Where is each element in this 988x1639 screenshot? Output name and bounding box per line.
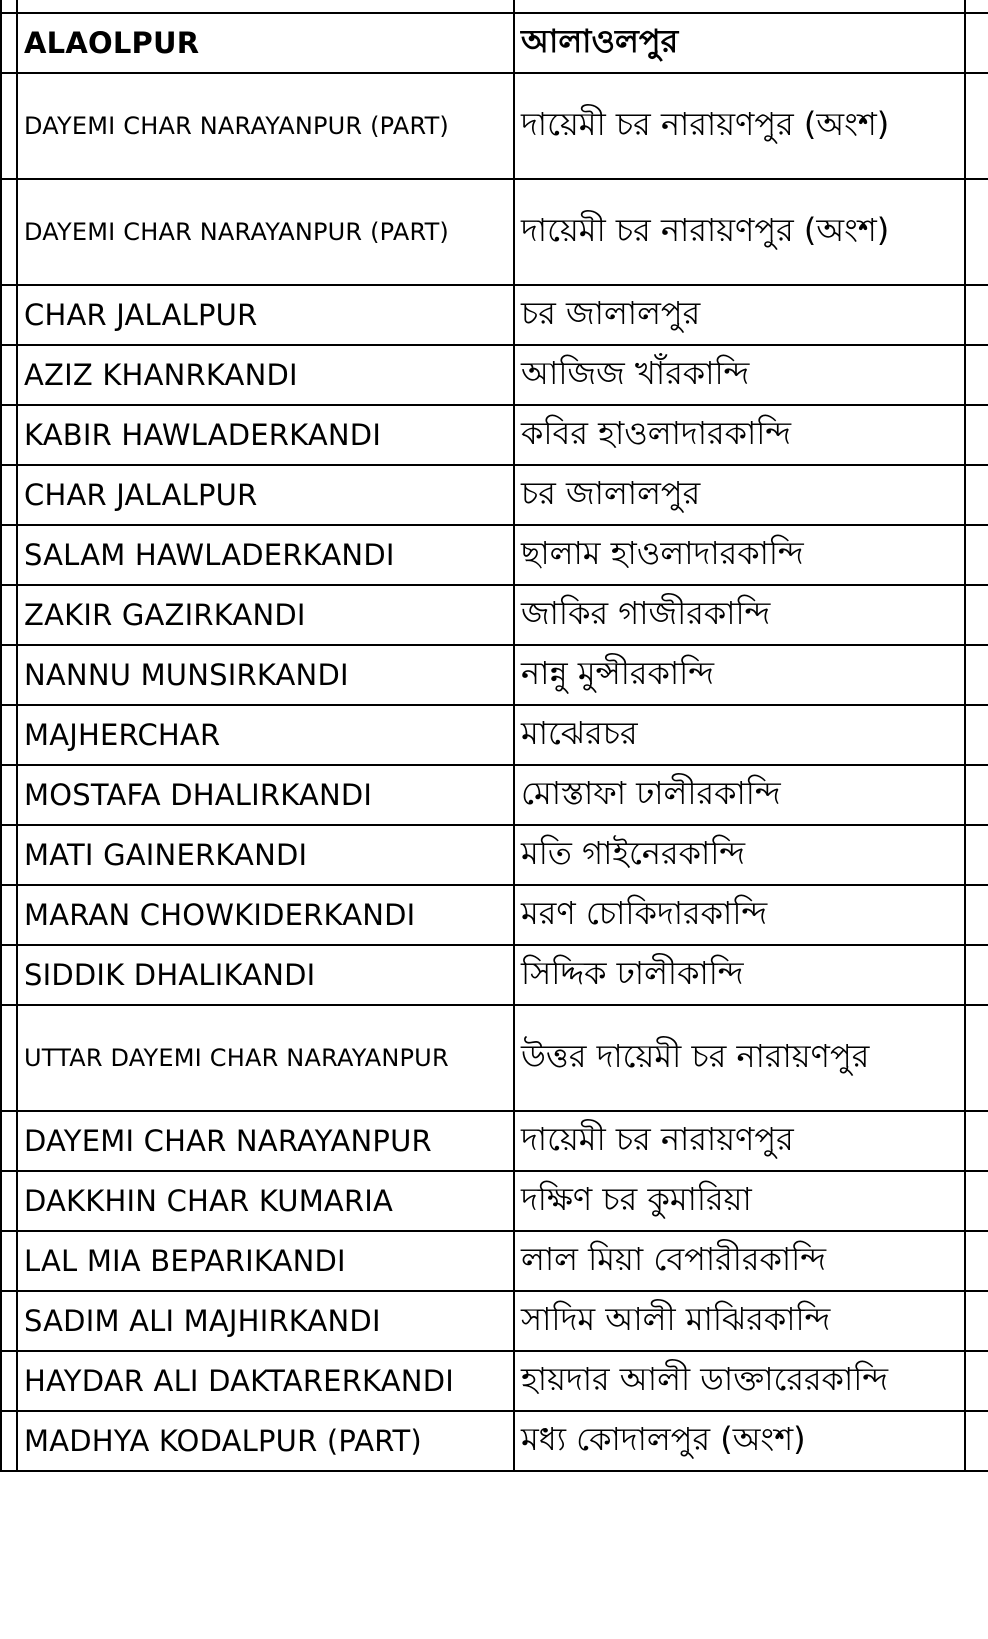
english-name-cell: HAYDAR ALI DAKTARERKANDI — [17, 1351, 514, 1411]
table-row — [1, 1411, 988, 1471]
table-row — [1, 525, 988, 585]
bengali-name-cell: আজিজ খাঁরকান্দি — [514, 345, 965, 405]
table-row — [1, 345, 988, 405]
table-row — [1, 705, 988, 765]
english-name-cell: MARAN CHOWKIDERKANDI — [17, 885, 514, 945]
table-row — [1, 945, 988, 1005]
english-name-cell: KABIR HAWLADERKANDI — [17, 405, 514, 465]
bengali-name-cell: হায়দার আলী ডাক্তারেরকান্দি — [514, 1351, 965, 1411]
table-row — [1, 885, 988, 945]
header-english-name: ALAOLPUR — [17, 13, 514, 73]
table-row — [1, 585, 988, 645]
english-name-cell: AZIZ KHANRKANDI — [17, 345, 514, 405]
english-name-cell: CHAR JALALPUR — [17, 285, 514, 345]
table-row — [1, 179, 988, 285]
table-row — [1, 405, 988, 465]
table-row — [1, 765, 988, 825]
table-row — [1, 645, 988, 705]
bengali-name-cell: দায়েমী চর নারায়ণপুর (অংশ) — [514, 179, 965, 285]
english-name-cell: MADHYA KODALPUR (PART) — [17, 1411, 514, 1471]
english-name-cell: MAJHERCHAR — [17, 705, 514, 765]
english-name-cell: UTTAR DAYEMI CHAR NARAYANPUR — [17, 1005, 514, 1111]
bengali-name-cell: মোস্তাফা ঢালীরকান্দি — [514, 765, 965, 825]
table-row — [1, 465, 988, 525]
table-header-row — [1, 13, 988, 73]
table-row — [1, 825, 988, 885]
english-name-cell: MOSTAFA DHALIRKANDI — [17, 765, 514, 825]
bengali-name-cell: দক্ষিণ চর কুমারিয়া — [514, 1171, 965, 1231]
bengali-name-cell: লাল মিয়া বেপারীরকান্দি — [514, 1231, 965, 1291]
bengali-name-cell: মাঝেরচর — [514, 705, 965, 765]
table-row — [1, 1291, 988, 1351]
english-name-cell: DAYEMI CHAR NARAYANPUR (PART) — [17, 73, 514, 179]
table-row — [1, 285, 988, 345]
bengali-name-cell: জাকির গাজীরকান্দি — [514, 585, 965, 645]
bengali-name-cell: মতি গাইনেরকান্দি — [514, 825, 965, 885]
bengali-name-cell: চর জালালপুর — [514, 285, 965, 345]
table-row — [1, 1005, 988, 1111]
english-name-cell: DAKKHIN CHAR KUMARIA — [17, 1171, 514, 1231]
bengali-name-cell: কবির হাওলাদারকান্দি — [514, 405, 965, 465]
bengali-name-cell: সাদিম আলী মাঝিরকান্দি — [514, 1291, 965, 1351]
table-row — [1, 1351, 988, 1411]
english-name-cell: DAYEMI CHAR NARAYANPUR — [17, 1111, 514, 1171]
cut-off-previous-row — [1, 0, 988, 13]
english-name-cell: SIDDIK DHALIKANDI — [17, 945, 514, 1005]
english-name-cell: DAYEMI CHAR NARAYANPUR (PART) — [17, 179, 514, 285]
bengali-name-cell: নান্নু মুন্সীরকান্দি — [514, 645, 965, 705]
english-name-cell: SADIM ALI MAJHIRKANDI — [17, 1291, 514, 1351]
header-bengali-name: আলাওলপুর — [514, 13, 965, 73]
english-name-cell: SALAM HAWLADERKANDI — [17, 525, 514, 585]
english-name-cell: NANNU MUNSIRKANDI — [17, 645, 514, 705]
bengali-name-cell: সিদ্দিক ঢালীকান্দি — [514, 945, 965, 1005]
english-name-cell: LAL MIA BEPARIKANDI — [17, 1231, 514, 1291]
bengali-name-cell: দায়েমী চর নারায়ণপুর (অংশ) — [514, 73, 965, 179]
bengali-name-cell: মধ্য কোদালপুর (অংশ) — [514, 1411, 965, 1471]
english-name-cell: CHAR JALALPUR — [17, 465, 514, 525]
bengali-name-cell: চর জালালপুর — [514, 465, 965, 525]
bengali-name-cell: ছালাম হাওলাদারকান্দি — [514, 525, 965, 585]
english-name-cell: MATI GAINERKANDI — [17, 825, 514, 885]
bengali-name-cell: দায়েমী চর নারায়ণপুর — [514, 1111, 965, 1171]
english-name-cell: ZAKIR GAZIRKANDI — [17, 585, 514, 645]
table-row — [1, 1111, 988, 1171]
bengali-name-cell: উত্তর দায়েমী চর নারায়ণপুর — [514, 1005, 965, 1111]
table-row — [1, 73, 988, 179]
table-row — [1, 1171, 988, 1231]
bengali-name-cell: মরণ চোকিদারকান্দি — [514, 885, 965, 945]
table-row — [1, 1231, 988, 1291]
